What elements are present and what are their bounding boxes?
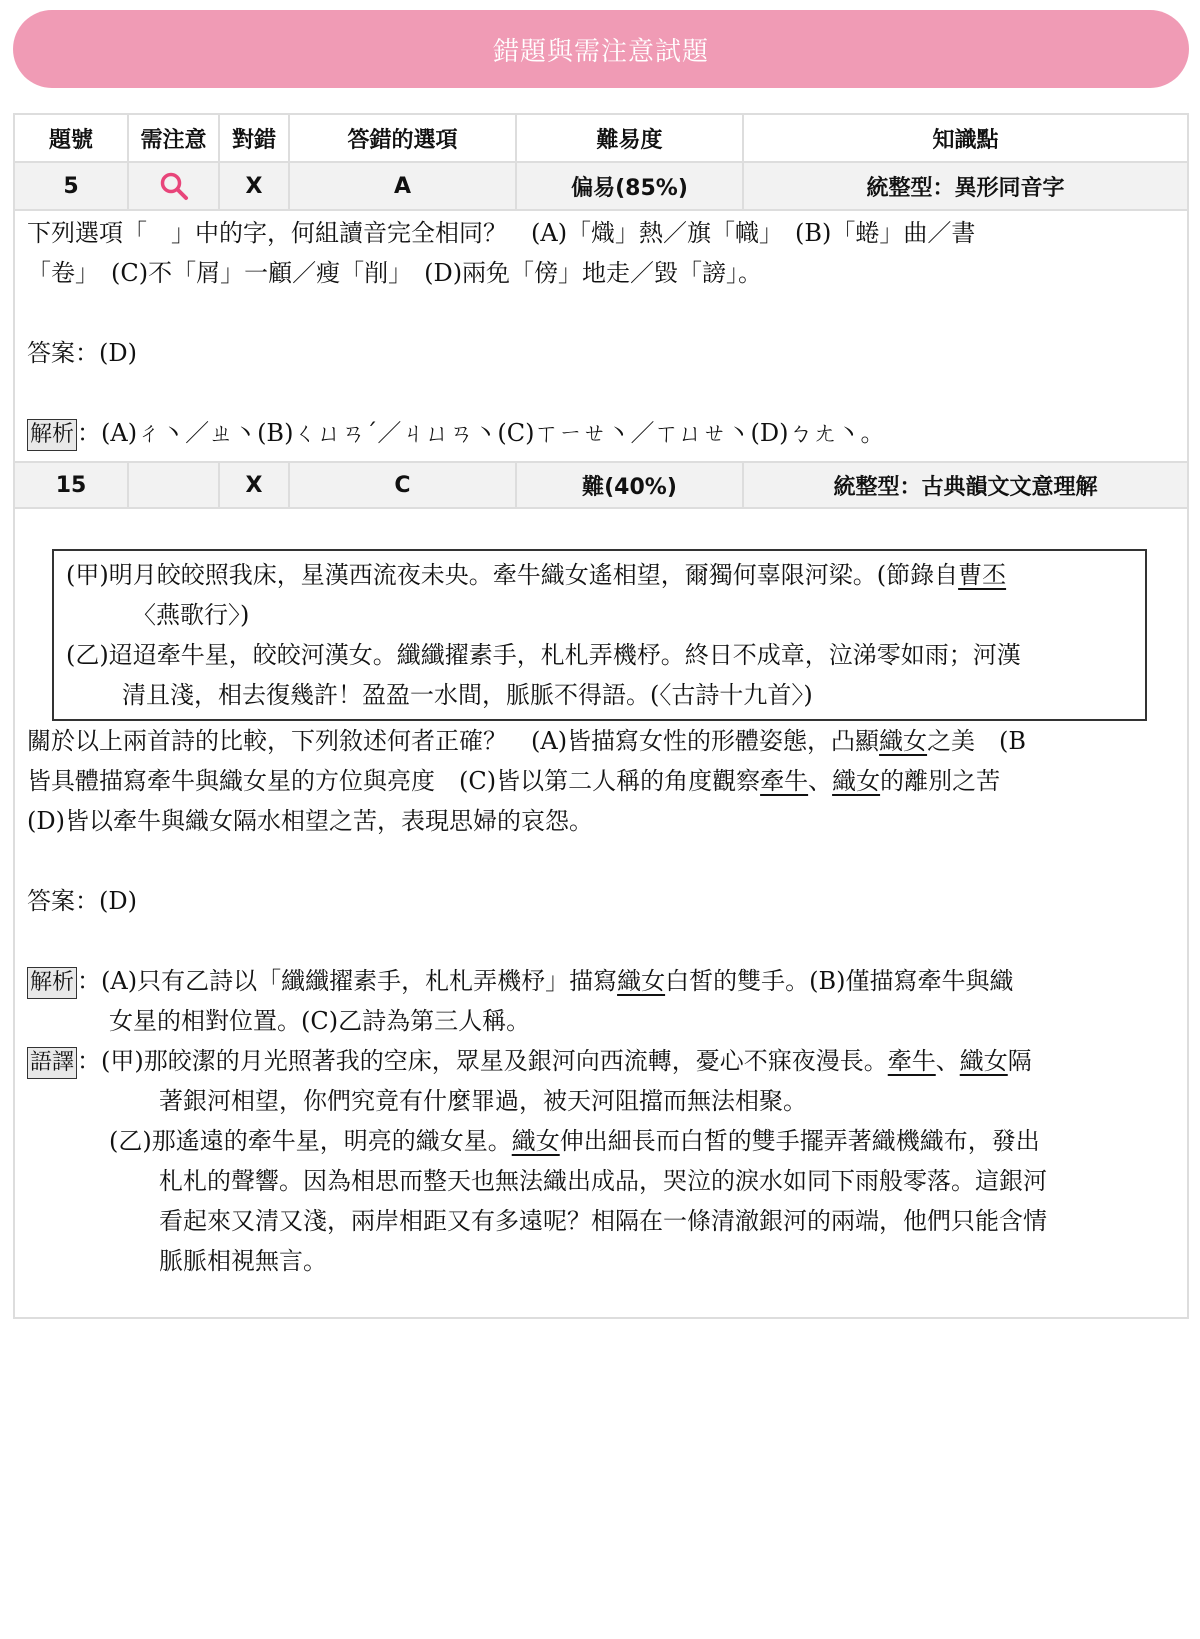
translation-line: 札札的聲響。因為相思而整天也無法織出成品，哭泣的淚水如同下雨般零落。這銀河	[159, 1167, 1047, 1195]
translation-line: (乙)那遙遠的牽牛星，明亮的織女星。織女伸出細長而白皙的雙手擺弄著織機織布，發出	[109, 1127, 1040, 1155]
explanation-line: 女星的相對位置。(C)乙詩為第三人稱。	[109, 1007, 531, 1035]
question-stem-line: (D)皆以牽牛與織女隔水相望之苦，表現思婦的哀怨。	[27, 807, 593, 835]
correct-mark: X	[220, 163, 290, 209]
difficulty: 偏易(85%)	[517, 163, 744, 209]
question-stem-line: 關於以上兩首詩的比較，下列敘述何者正確？ (A)皆描寫女性的形體姿態，凸顯織女之美 (B	[27, 727, 1027, 755]
flag-cell[interactable]	[129, 463, 220, 507]
poem-line: 清且淺，相去復幾許！盈盈一水間，脈脈不得語。(〈古詩十九首〉)	[122, 681, 813, 709]
question-table	[13, 113, 1189, 1319]
header-correct: 對錯	[220, 115, 290, 161]
header-number: 題號	[15, 115, 129, 161]
page-banner	[13, 10, 1189, 88]
question-body	[15, 211, 1187, 461]
question-number: 5	[15, 163, 129, 209]
answer: 答案：(D)	[27, 339, 137, 367]
translation: 語譯 ：(甲)那皎潔的月光照著我的空床，眾星及銀河向西流轉，憂心不寐夜漫長。牽牛、織女隔	[27, 1041, 1175, 1081]
wrong-option: C	[290, 463, 517, 507]
translation-line: 脈脈相視無言。	[159, 1247, 327, 1275]
table-row	[15, 163, 1187, 211]
poem-line: (甲)明月皎皎照我床，星漢西流夜未央。牽牛織女遙相望，爾獨何辜限河梁。(節錄自曹丕	[66, 561, 1007, 589]
answer: 答案：(D)	[27, 887, 137, 915]
header-difficulty: 難易度	[517, 115, 744, 161]
question-number: 15	[15, 463, 129, 507]
poem-line: (乙)迢迢牽牛星，皎皎河漢女。纖纖擢素手，札札弄機杼。終日不成章，泣涕零如雨；河漢	[66, 641, 1021, 669]
header-flag: 需注意	[129, 115, 220, 161]
question-stem-line: 皆具體描寫牽牛與織女星的方位與亮度 (C)皆以第二人稱的角度觀察牽牛、織女的離別之苦	[27, 767, 1001, 795]
question-stem-line: 下列選項「 」中的字，何組讀音完全相同？ (A)「熾」熱／旗「幟」 (B)「蜷」曲／書	[27, 219, 976, 247]
table-header-row	[15, 115, 1187, 163]
flag-cell[interactable]	[129, 163, 220, 209]
poem-line: 〈燕歌行〉)	[132, 601, 250, 629]
topic: 統整型：異形同音字	[866, 175, 1065, 201]
header-wrong-option: 答錯的選項	[290, 115, 517, 161]
topic: 統整型：古典韻文文意理解	[833, 474, 1098, 500]
translation-line: 看起來又清又淺，兩岸相距又有多遠呢？相隔在一條清澈銀河的兩端，他們只能含情	[159, 1207, 1047, 1235]
explanation	[27, 413, 1175, 453]
explanation: 解析 ：(A)只有乙詩以「纖纖擢素手，札札弄機杼」描寫織女白皙的雙手。(B)僅描寫牽牛與織	[27, 961, 1175, 1001]
header-topic: 知識點	[932, 127, 999, 153]
translation-label: 語譯	[27, 1047, 77, 1079]
explanation-label: 解析	[27, 967, 77, 999]
wrong-option: A	[290, 163, 517, 209]
magnifier-icon[interactable]	[159, 171, 189, 201]
table-row	[15, 461, 1187, 509]
translation-line: 著銀河相望，你們究竟有什麼罪過，被天河阻擋而無法相聚。	[159, 1087, 807, 1115]
explanation-text: ：(A)ㄔ丶／ㄓ丶(B)ㄑㄩㄢˊ／ㄐㄩㄢ丶(C)ㄒㄧㄝ丶／ㄒㄩㄝ丶(D)ㄅㄤ丶。	[77, 419, 885, 447]
question-stem-line: 「卷」 (C)不「屑」一顧／瘦「削」 (D)兩免「傍」地走／毀「謗」。	[27, 259, 763, 287]
difficulty: 難(40%)	[517, 463, 744, 507]
banner-title: 錯題與需注意試題	[492, 36, 709, 67]
poem-box	[52, 549, 1147, 721]
correct-mark: X	[220, 463, 290, 507]
explanation-label: 解析	[27, 419, 77, 451]
question-body	[15, 549, 1187, 1281]
